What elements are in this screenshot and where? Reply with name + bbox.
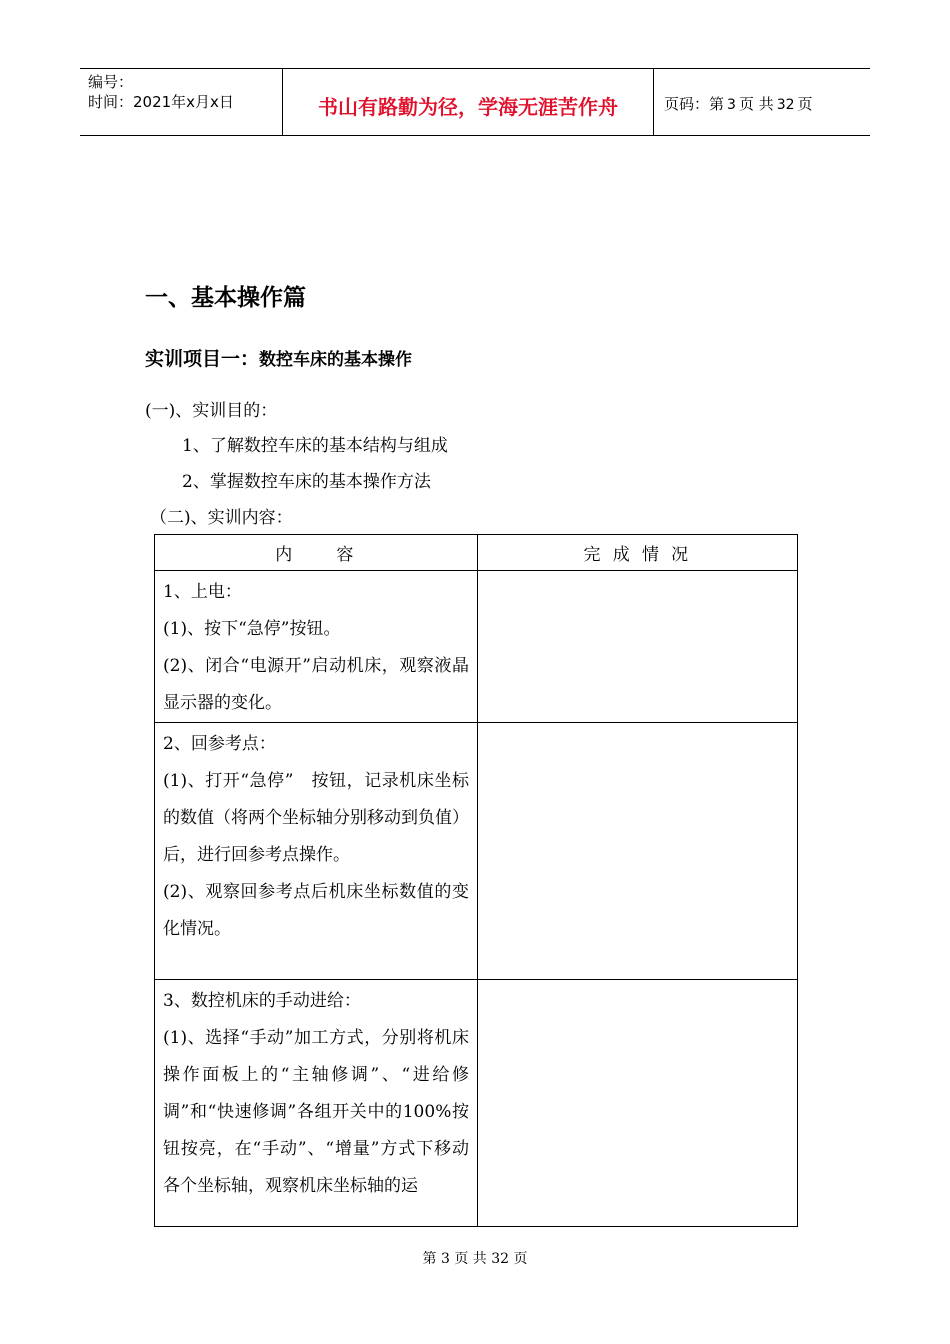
step-line: (1)、选择“手动”加工方式，分别将机床操作面板上的“主轴修调”、“进给修调”和“快速修调”各组开关中的100%按钮按亮，在“手动”、“增量”方式下移动各个坐标轴，观察机床坐标轴的运 xyxy=(163,1028,469,1196)
column-header-content: 内 容 xyxy=(155,535,478,571)
step-title: 3、数控机床的手动进给： xyxy=(163,991,361,1011)
content-cell xyxy=(155,571,478,723)
step-title: 2、回参考点： xyxy=(163,734,276,754)
column-header-status: 完 成 情 况 xyxy=(478,535,798,571)
page-footer: 第 3 页 共 32 页 xyxy=(422,1251,528,1267)
step-title: 1、上电： xyxy=(163,582,242,602)
objective-item: 1、了解数控车床的基本结构与组成 xyxy=(182,436,448,456)
objective-item: 2、掌握数控车床的基本操作方法 xyxy=(182,472,431,492)
project-label: 实训项目一： xyxy=(145,348,260,370)
table-row xyxy=(155,980,798,1227)
status-cell[interactable] xyxy=(478,723,798,980)
step-line: (1)、打开“急停” 按钮，记录机床坐标的数值（将两个坐标轴分别移动到负值）后，进行回参考点操作。 xyxy=(163,771,469,865)
date-label: 时间：2021年x月x日 xyxy=(88,93,234,111)
content-heading: （二)、实训内容： xyxy=(150,508,293,528)
content-cell xyxy=(155,980,478,1227)
page-code: 页码：第 3 页 共 32 页 xyxy=(664,95,813,113)
objectives-heading: (一)、实训目的： xyxy=(145,401,278,421)
table-header-row xyxy=(155,535,798,571)
step-line: (2)、观察回参考点后机床坐标数值的变化情况。 xyxy=(163,882,469,939)
status-cell[interactable] xyxy=(478,571,798,723)
training-content-table xyxy=(154,534,798,1227)
motto: 书山有路勤为径，学海无涯苦作舟 xyxy=(318,95,618,119)
table-row xyxy=(155,723,798,980)
table-row xyxy=(155,571,798,723)
project-title xyxy=(145,344,412,371)
serial-number-label: 编号： xyxy=(88,73,134,91)
step-line: (1)、按下“急停”按钮。 xyxy=(163,619,341,639)
page-header xyxy=(80,68,870,136)
project-name: 数控车床的基本操作 xyxy=(259,350,413,370)
header-page-cell xyxy=(654,69,870,135)
status-cell[interactable] xyxy=(478,980,798,1227)
header-motto-cell xyxy=(283,69,654,135)
header-info-cell xyxy=(80,69,283,135)
step-line: (2)、闭合“电源开”启动机床，观察液晶显示器的变化。 xyxy=(163,656,469,713)
content-cell xyxy=(155,723,478,980)
section-title: 一、基本操作篇 xyxy=(145,285,306,311)
